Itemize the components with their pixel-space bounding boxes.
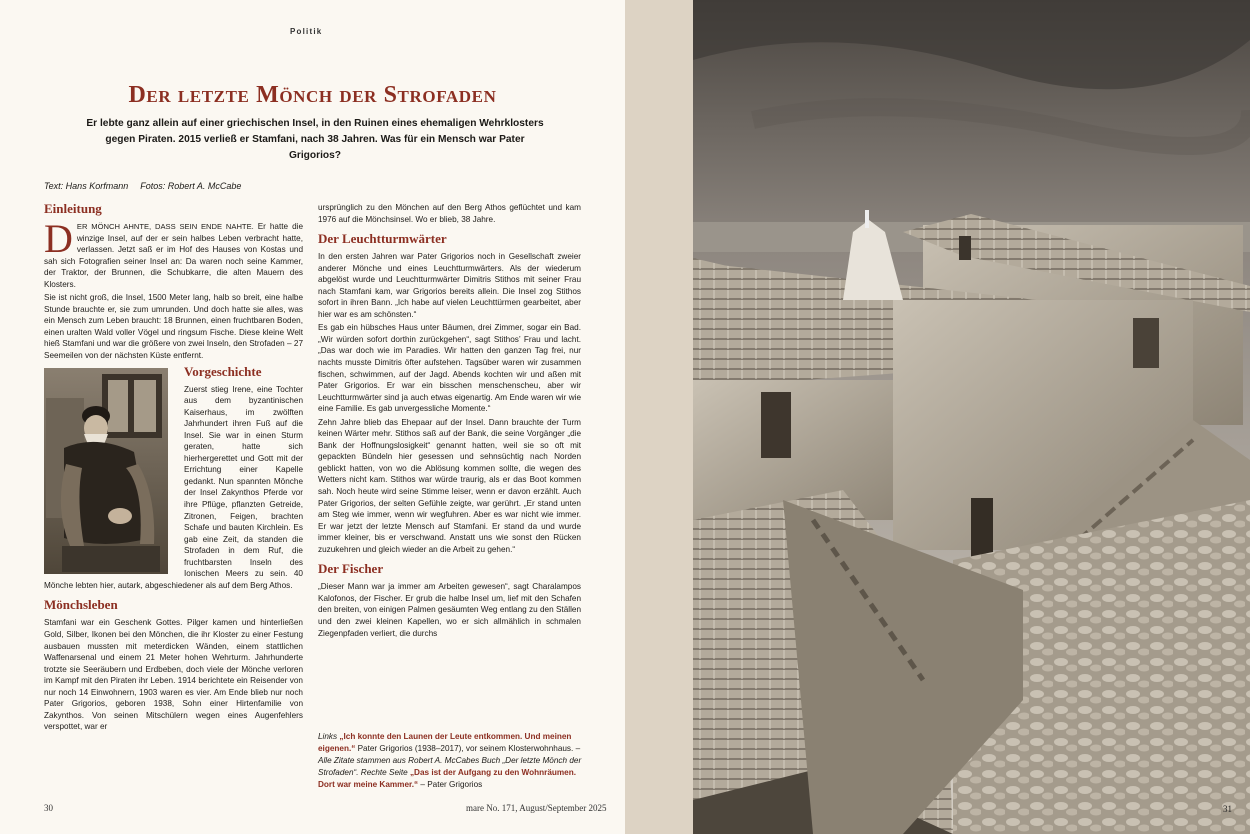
caption-quote-2: „Das ist der Aufgang zu den Wohnräumen. Dort war meine Kammer.“ [318, 768, 576, 789]
paragraph: ursprünglich zu den Mönchen auf den Berg Athos geflüchtet und kam 1976 auf die Mönchsinsel. Wo er blieb, 38 Jahre. [318, 203, 581, 224]
credit-text: Text: Hans Korfmann [44, 181, 129, 191]
paragraph: Sie ist nicht groß, die Insel, 1500 Meter lang, halb so breit, eine halbe Stunde brauchte er, sie zum umrunden. Und doch hatte sie alles, was ein Mensch zum Leben braucht: 18 Brunnen, einen fruchtbaren Boden, einen uralten Wald voller Vögel und ringsum Fische. Diese kleine Welt hieß Stamfani und war die größere von zwei Inseln, den Strofaden – 27 Seemeilen von der nächsten Küste entfernt. [44, 293, 303, 361]
paragraph: „Dieser Mann war ja immer am Arbeiten gewesen“, sagt Charalampos Kalofonos, der Fischer. Er grub die halbe Insel um, lief mit den Schafen den breiten, von einigen Palmen gesäumten Weg entlang zu den Ställen und den zwei kleinen Kapellen, wo er sich allmählich in schmalen Ziegenpfaden verliert, die durchs [318, 582, 581, 638]
paragraph: Zuerst stieg Irene, eine Tochter aus dem byzantinischen Kaiserhaus, im zwölften Jahrhundert ihren Fuß auf die Insel. Sie war in einen Sturm geraten, hatte sich hierhergerettet und Gott mit der Errichtung einer Kapelle gedankt. Nun spannten Mönche der Insel Zakynthos Pferde vor ihre Pflüge, pflanzten Getreide, Zitronen, Feigen, brachten Schafe und bauten Kirchlein. Es gab eine Zeit, da standen die Strofaden in dem Ruf, die fruchtbarsten Inseln des Ionischen Meers zu sein. 40 Mönche lebten hier, autark, abgeschiedener als auf dem Berg Athos. [44, 384, 303, 590]
intro-smallcaps: ER MÖNCH AHNTE, DASS SEIN ENDE NAHTE. [76, 222, 254, 231]
credit-photos: Fotos: Robert A. McCabe [140, 181, 242, 191]
monastery-photo [693, 0, 1250, 834]
column-right [318, 202, 581, 702]
caption-text-2: – Pater Grigorios [418, 780, 483, 789]
photo-caption [318, 731, 583, 791]
caption-italic: Alle Zitate stammen aus Robert A. McCabes Buch „Der letzte Mönch der Strofaden“. Rechte Seite [318, 756, 582, 777]
page-number-right: 31 [1223, 804, 1232, 814]
heading-vorgeschichte: Vorgeschichte [184, 363, 262, 379]
section-label: Politik [290, 27, 323, 36]
article-title: Der letzte Mönch der Strofaden [128, 82, 497, 108]
heading-moenchsleben: Mönchsleben [44, 597, 118, 613]
gutter [625, 0, 693, 834]
article-lead: Er lebte ganz allein auf einer griechischen Insel, in den Ruinen eines ehemaligen Wehrklosters gegen Piraten. 2015 verließ er Stamfani, nach 38 Jahren. Was für ein Mensch war Pater Grigorios? [86, 118, 544, 161]
heading-einleitung: Einleitung [44, 201, 102, 216]
page-number-left: 30 [44, 803, 53, 813]
issue-line: mare No. 171, August/September 2025 [466, 803, 607, 813]
column-left [44, 201, 303, 793]
paragraph: Stamfani war ein Geschenk Gottes. Pilger kamen und hinterließen Gold, Silber, Ikonen bei den Mönchen, die ihr Kloster zu einer Festung ausbauen mussten mit meterdicken Wänden, einem stattlichen Waffenarsenal und einem 21 Meter hohen Wehrturm. Jahrhunderte trotzte sie Seeräubern und Erdbeben, doch viele der Mönche verloren im Kampf mit den Piraten ihr Leben. 1914 berichtete ein Reisender von nur noch 14 Einwohnern, 1903 waren es vier. Am Ende blieb nur noch Pater Grigorios, geboren 1938, Sohn einer Hirtenfamilie von Zakynthos. Von seinen Mitschülern wegen eines Augenfehlers verspottet, war er [44, 618, 303, 732]
caption-links: Links [318, 732, 338, 741]
paragraph: Es gab ein hübsches Haus unter Bäumen, drei Zimmer, sogar ein Bad. „Wir würden sofort dorthin zurückgehen“, sagt Stithos’ Frau und lacht. „Das war doch wie im Paradies. Wir hatten den ganzen Tag frei, nur nachts musste Dimitris öfter aufstehen. Tagsüber waren wir zusammen fischen, schwimmen, auf der Jagd. Abends kochten wir und aßen mit Pater Grigorios. Er war ein bisschen menschenscheu, aber wir Leuchtturmwärter sind ja auch etwas eigenartig. Am Ende waren wir wie eine Familie. Es gab unvergessliche Momente.“ [318, 323, 581, 414]
caption-quote-1: „Ich konnte den Launen der Leute entkommen. Und meinen eigenen.“ [318, 732, 572, 753]
paragraph: In den ersten Jahren war Pater Grigorios noch in Gesellschaft zweier anderer Mönche und eines Leuchtturmwärters. Als der wiederum abgelöst wurde und Leuchtturmwärter Dimitris Stithos mit seiner Frau nach Stamfani kam, war Grigorios bereits allein. Die Insel zog Stithos sofort in ihren Bann. „Ich habe auf vielen Leuchttürmen gearbeitet, aber hier war es am schönsten.“ [318, 252, 581, 319]
paragraph: Zehn Jahre blieb das Ehepaar auf der Insel. Dann brauchte der Turm keinen Wärter mehr. Stithos saß auf der Bank, die seine Vorgänger „die Bank der Hoffnungslosigkeit“ genannt hatten, weil sie so oft mit gepackten Bündeln hier gesessen und sehnsüchtig nach Norden geblickt hatten, von wo die Ablösung kommen sollte, die wegen des Wetters nicht kam. Stithos war würde traurig, als er das Boot kommen sah. Noch heute wird seine Stimme leiser, wenn er davon erzählt. Auch Pater Grigorios, der selten Gefühle zeigte, war gerührt. „Er stand unten am Steg wie immer, wenn wir wegfuhren. Aber es war nicht wie immer. Er war jetzt der letzte Mensch auf Stamfani. Er stand da und wurde immer kleiner, bis er verschwand. Anstatt uns wie sonst den Rücken zuzukehren und gleich wieder an die Arbeit zu gehen.“ [318, 417, 581, 554]
paragraph-intro [44, 216, 303, 290]
intro-text: Er hatte die winzige Insel, auf der er sein halbes Leben verbracht hatte, verlassen. Jetzt saß er im Hof des Hauses von Kostas und sah sich Fotografien seiner Insel an: Da waren noch seine Kammer, der Traktor, der Brunnen, die Schubkarre, die alten Mauern des Klosters. [44, 222, 303, 289]
caption-text-1: Pater Grigorios (1938–2017), vor seinem Klosterwohnhaus. – [355, 744, 581, 753]
monk-portrait-photo [44, 368, 168, 574]
monastery-photo-image [693, 0, 1250, 834]
article-credits [44, 181, 241, 191]
monk-portrait [44, 368, 174, 578]
heading-leuchtturmwaerter: Der Leuchtturmwärter [318, 231, 447, 247]
drop-cap: D [44, 216, 73, 261]
heading-fischer: Der Fischer [318, 561, 384, 577]
